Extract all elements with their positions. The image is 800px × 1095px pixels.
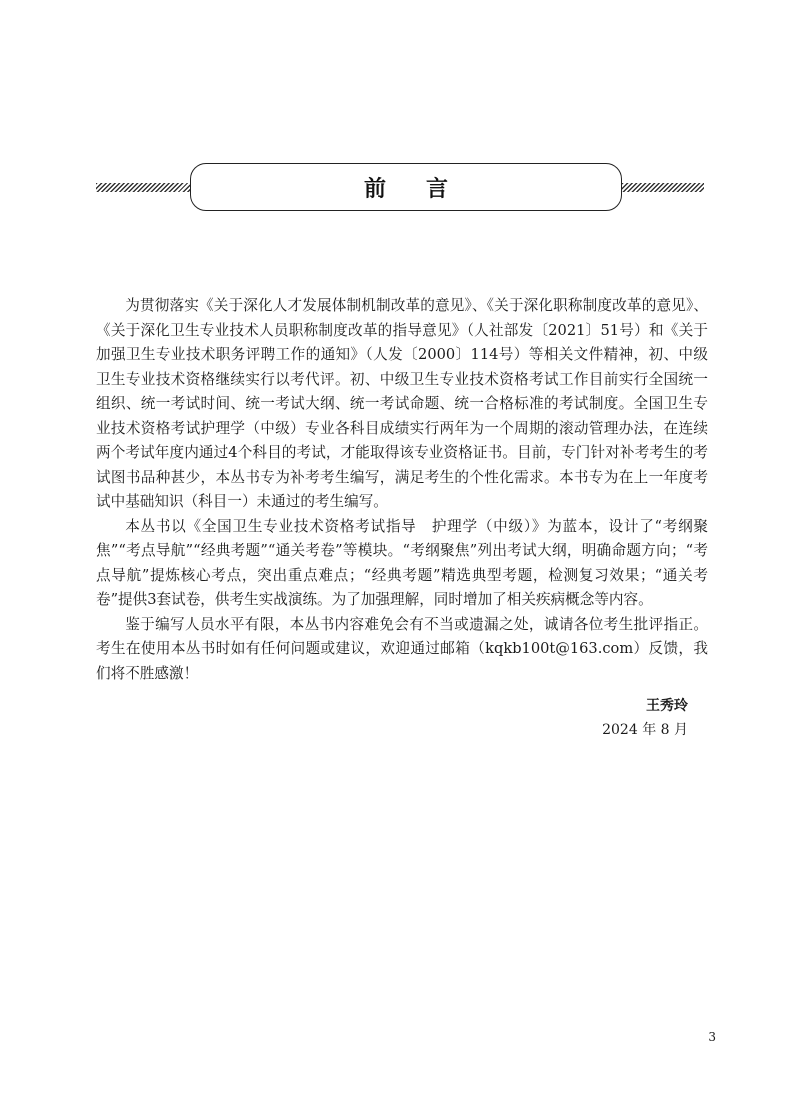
signature-block [602, 694, 688, 742]
title-frame [190, 163, 622, 211]
title-hatch-left [96, 183, 190, 192]
paragraph-book-structure: 本丛书以《全国卫生专业技术资格考试指导 护理学（中级）》为蓝本，设计了“考纲聚焦”“考点导航”“经典考题”“通关考卷”等模块。“考纲聚焦”列出考试大纲，明确命题方向；“考点导航”提炼核心考点，突出重点难点；“经典考题”精选典型考题，检测复习效果；“通关考卷”提供3套试卷，供考生实战演练。为了加强理解，同时增加了相关疾病概念等内容。 [96, 517, 708, 608]
page-number: 3 [708, 1030, 716, 1044]
paragraph-policy-background: 为贯彻落实《关于深化人才发展体制机制改革的意见》、《关于深化职称制度改革的意见》、《关于深化卫生专业技术人员职称制度改革的指导意见》（人社部发〔2021〕51号）和《关于加强卫生专业技术职务评聘工作的通知》（人发〔2000〕114号）等相关文件精神，初、中级卫生专业技术资格继续实行以考代评。初、中级卫生专业技术资格考试工作目前实行全国统一组织、统一考试时间、统一考试大纲、统一考试命题、统一合格标准的考试制度。全国卫生专业技术资格考试护理学（中级）专业各科目成绩实行两年为一个周期的滚动管理办法，在连续两个考试年度内通过4个科目的考试，才能取得该专业资格证书。目前，专门针对补考考生的考试图书品种甚少，本丛书专为补考考生编写，满足考生的个性化需求。本书专为在上一年度考试中基础知识（科目一）未通过的考生编写。 [96, 297, 708, 510]
author-name: 王秀玲 [646, 698, 688, 714]
paragraph-feedback-request: 鉴于编写人员水平有限，本丛书内容难免会有不当或遗漏之处，诚请各位考生批评指正。考生在使用本丛书时如有任何问题或建议，欢迎通过邮箱（kqkb100t@163.com）反馈，我们将不胜感激！ [96, 615, 708, 682]
signature-date: 2024 年 8 月 [602, 722, 688, 738]
page-title: 前言 [363, 176, 488, 202]
preface-body [96, 294, 708, 686]
title-banner [96, 163, 704, 213]
title-hatch-right [622, 183, 704, 192]
